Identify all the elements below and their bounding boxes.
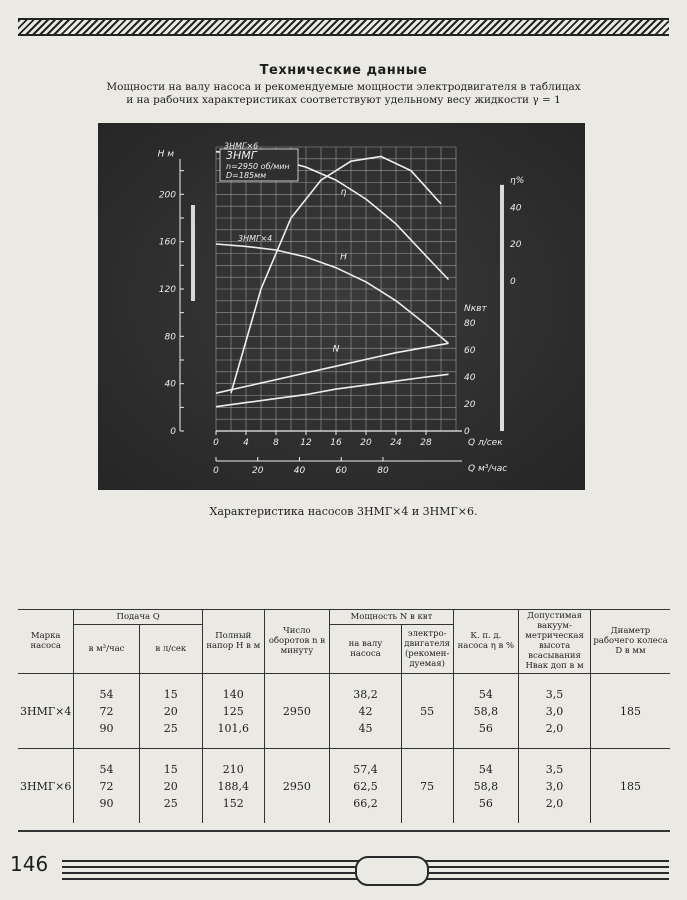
value: 42	[358, 704, 373, 718]
value: 20	[163, 779, 178, 793]
chart-subtitle-1: n=2950 об/мин	[226, 162, 290, 171]
efficiency-tick-label: 20	[510, 240, 522, 251]
header-impeller: Диаметр рабочего колеса D в мм	[590, 609, 670, 674]
page-number: 146	[10, 852, 49, 876]
head-tick-label: 0	[170, 427, 176, 437]
head-tick-label: 120	[158, 285, 176, 295]
header-flow-group: Подача Q	[74, 609, 203, 625]
header-power-shaft: на валу насоса	[330, 625, 401, 674]
value: 188,4	[217, 779, 249, 793]
value: 58,8	[473, 779, 499, 793]
power-tick-label: 60	[464, 346, 476, 356]
value: 152	[222, 796, 244, 810]
x-tick-label: 16	[330, 438, 342, 448]
value: 3,0	[545, 779, 564, 793]
value: 3,0	[545, 704, 564, 718]
flow-ls-cell	[139, 749, 202, 824]
table-row	[18, 674, 670, 749]
header-efficiency: К. п. д. насоса η в %	[453, 609, 519, 674]
header-speed: Число оборотов n в минуту	[264, 609, 330, 674]
power-axis-label: Nквт	[464, 304, 487, 314]
impeller-cell: 185	[619, 779, 641, 793]
efficiency-ruler	[500, 189, 504, 281]
value: 54	[478, 687, 493, 701]
value: 72	[99, 779, 114, 793]
value: 57,4	[353, 762, 378, 776]
value: 2,0	[545, 721, 564, 735]
chart-caption: Характеристика насосов 3НМГ×4 и 3НМГ×6.	[209, 505, 478, 518]
annotation-n: N	[332, 344, 340, 355]
chart-title: 3НМГ	[226, 149, 257, 162]
value: 90	[99, 796, 114, 810]
value: 140	[222, 687, 244, 701]
model-cell: 3НМГ×6	[18, 749, 74, 824]
value: 2,0	[545, 796, 564, 810]
pump-characteristic-chart	[98, 123, 585, 490]
value: 62,5	[353, 779, 378, 793]
value: 54	[99, 687, 114, 701]
header-power-group: Мощность N в квт	[330, 609, 453, 625]
value: 15	[163, 687, 178, 701]
head-tick-label: 80	[164, 332, 176, 343]
page-title: Технические данные	[259, 63, 428, 78]
power-motor-cell: 55	[401, 674, 453, 749]
speed-cell: 2950	[264, 674, 330, 749]
value: 45	[358, 721, 373, 735]
efficiency-cell	[453, 749, 519, 824]
value: 25	[163, 796, 178, 810]
value: 125	[222, 704, 244, 718]
x-tick-label: 4	[243, 438, 249, 448]
power-tick-label: 40	[464, 373, 476, 383]
efficiency-axis-label: η%	[510, 176, 525, 186]
x2-tick-label: 20	[252, 466, 264, 476]
header-flow-m3: в м³/час	[74, 625, 139, 674]
value: 58,8	[473, 704, 499, 718]
value: 25	[163, 721, 178, 735]
speed-cell: 2950	[264, 749, 330, 824]
efficiency-tick-label: 0	[510, 277, 516, 287]
subtitle-line-1: Мощности на валу насоса и рекомендуемые мощности электродвигателя в таблицах	[106, 81, 581, 93]
characteristic-chart-photo	[98, 123, 585, 490]
x-tick-label: 0	[213, 438, 219, 448]
value: 56	[478, 796, 493, 810]
x-tick-label: 24	[390, 438, 402, 448]
series-label-x6: 3НМГ×6	[224, 141, 259, 151]
annotation-eta: η	[340, 187, 347, 198]
table-bottom-rule	[18, 830, 670, 832]
x-axis-label: Q л/сек	[468, 438, 503, 448]
value: 66,2	[353, 796, 378, 810]
power-tick-label: 20	[464, 400, 476, 410]
header-suction: Допустимая вакуум-метрическая высота всасывания Hвак доп в м	[519, 609, 591, 674]
chart-subtitle-2: D=185мм	[226, 171, 267, 180]
head-axis-label: H м	[157, 149, 174, 160]
x-tick-label: 20	[360, 438, 372, 448]
head-cell	[202, 749, 264, 824]
suction-cell	[519, 674, 591, 749]
x2-tick-label: 80	[377, 466, 389, 476]
value: 3,5	[545, 687, 564, 701]
efficiency-cell	[453, 674, 519, 749]
power-shaft-cell	[330, 749, 401, 824]
value: 90	[99, 721, 114, 735]
flow-ls-cell	[139, 674, 202, 749]
header-head: Полный напор H в м	[202, 609, 264, 674]
top-ornament-band	[18, 18, 669, 36]
x2-tick-label: 0	[213, 466, 219, 476]
publisher-emblem-icon	[355, 856, 429, 886]
value: 54	[478, 762, 493, 776]
x2-tick-label: 40	[293, 466, 306, 476]
header-flow-ls: в л/сек	[139, 625, 202, 674]
value: 54	[99, 762, 114, 776]
x2-tick-label: 60	[335, 466, 347, 476]
value: 20	[163, 704, 178, 718]
value: 3,5	[545, 762, 564, 776]
impeller-cell: 185	[590, 674, 670, 749]
value: 38,2	[353, 687, 378, 701]
x-tick-label: 8	[273, 438, 279, 448]
suction-cell	[519, 749, 591, 824]
header-power-motor: электро-двигателя (рекомен-дуемая)	[401, 625, 453, 674]
annotation-h: H	[340, 252, 347, 263]
value: 56	[478, 721, 493, 735]
table-row	[18, 749, 670, 824]
head-ruler-bar	[191, 205, 195, 301]
head-cell	[202, 674, 264, 749]
head-tick-label: 200	[158, 190, 176, 201]
series-label-x4: 3НМГ×4	[238, 234, 273, 244]
model-cell: 3НМГ×4	[18, 674, 74, 749]
value: 101,6	[217, 721, 249, 735]
bottom-ornament-band	[62, 856, 669, 882]
value: 15	[163, 762, 178, 776]
power-motor-cell: 75	[401, 749, 453, 824]
value: 72	[99, 704, 114, 718]
head-tick-label: 160	[158, 237, 176, 248]
page-subtitle	[90, 81, 597, 107]
subtitle-line-2: и на рабочих характеристиках соответствуют удельному весу жидкости γ = 1	[126, 94, 561, 106]
header-model: Марка насоса	[18, 609, 74, 674]
value: 210	[222, 762, 244, 776]
x-tick-label: 28	[420, 438, 432, 448]
x2-axis-label: Q м³/час	[468, 464, 508, 474]
power-shaft-cell	[330, 674, 401, 749]
efficiency-tick-label: 40	[510, 203, 522, 214]
flow-m3-cell	[74, 749, 139, 824]
x-tick-label: 12	[300, 438, 312, 448]
spec-table	[18, 609, 670, 823]
power-tick-label: 80	[464, 319, 476, 329]
head-tick-label: 40	[164, 379, 176, 390]
flow-m3-cell	[74, 674, 139, 749]
power-tick-label: 0	[464, 427, 470, 437]
